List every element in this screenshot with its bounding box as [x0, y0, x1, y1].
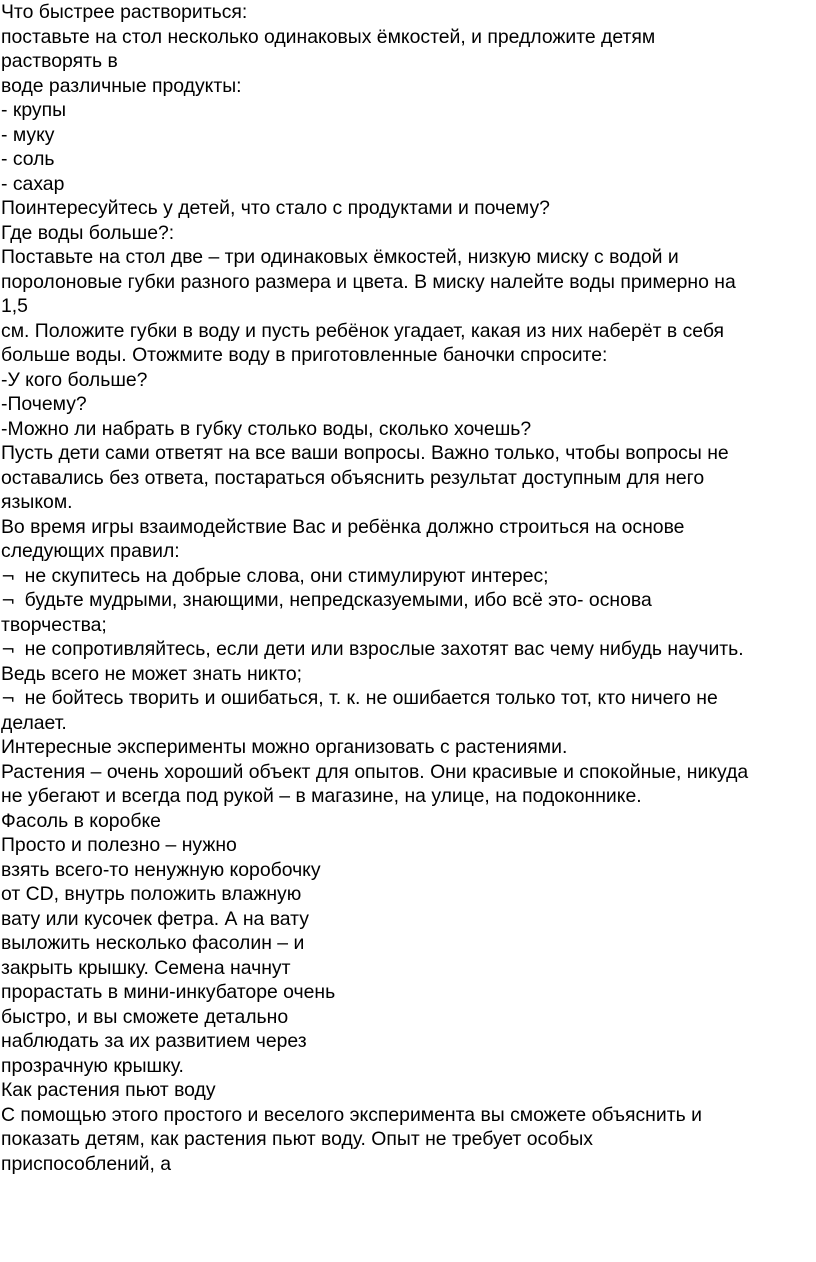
text-line: не убегают и всегда под рукой – в магазине, на улице, на подоконнике.	[1, 785, 642, 807]
text-line: С помощью этого простого и веселого эксперимента вы сможете объяснить и	[1, 1103, 702, 1126]
bullet-text: не сопротивляйтесь, если дети или взрослые захотят вас чему нибудь научить.	[19, 638, 744, 660]
bullet-marker: ¬	[1, 689, 16, 709]
text-line: - сахар	[1, 172, 65, 195]
text-line: Растения – очень хороший объект для опытов. Они красивые и спокойные, никуда	[1, 760, 749, 783]
text-line: Во время игры взаимодействие Вас и ребёнка должно строиться на основе	[1, 515, 685, 538]
bullet-marker: ¬	[1, 640, 16, 660]
text-line: вату или кусочек фетра. А на вату	[1, 907, 309, 930]
bullet-item	[1, 588, 811, 613]
text-line: закрыть крышку. Семена начнут	[1, 956, 291, 979]
text-line: прозрачную крышку.	[1, 1054, 184, 1077]
text-line: наблюдать за их развитием через	[1, 1030, 307, 1052]
text-line: показать детям, как растения пьют воду. Опыт не требует особых	[1, 1128, 593, 1150]
text-line: больше воды. Отожмите воду в приготовленные баночки спросите:	[1, 344, 608, 366]
text-line: Поставьте на стол две – три одинаковых ёмкостей, низкую миску с водой и	[1, 246, 679, 268]
bullet-item	[1, 637, 811, 662]
bullet-text: не скупитесь на добрые слова, они стимулируют интерес;	[19, 564, 549, 587]
text-line: следующих правил:	[1, 540, 180, 562]
text-line: поролоновые губки разного размера и цвета. В миску налейте воды примерно на	[1, 270, 736, 293]
text-line: воде различные продукты:	[1, 74, 242, 97]
bullet-marker: ¬	[1, 566, 16, 587]
text-line: прорастать в мини-инкубаторе очень	[1, 981, 336, 1003]
text-line: языком.	[1, 491, 73, 513]
text-line: выложить несколько фасолин – и	[1, 932, 305, 954]
text-line: оставались без ответа, постараться объяснить результат доступным для него	[1, 466, 705, 489]
text-line: Ведь всего не может знать никто;	[1, 662, 303, 685]
text-line: Что быстрее раствориться:	[1, 1, 248, 23]
bullet-item	[1, 686, 811, 711]
text-line: см. Положите губки в воду и пусть ребёнок угадает, какая из них наберёт в себя	[1, 319, 725, 342]
bullet-text: будьте мудрыми, знающими, непредсказуемыми, ибо всё это- основа	[19, 589, 652, 611]
text-line: - муку	[1, 123, 55, 146]
text-line: творчества;	[1, 613, 107, 636]
text-line: - крупы	[1, 99, 67, 121]
text-line: -Можно ли набрать в губку столько воды, сколько хочешь?	[1, 417, 532, 440]
bullet-marker: ¬	[1, 591, 16, 611]
text-line: делает.	[1, 711, 67, 734]
text-line: Интересные эксперименты можно организовать с растениями.	[1, 736, 568, 758]
text-line: Пусть дети сами ответят на все ваши вопросы. Важно только, чтобы вопросы не	[1, 442, 729, 464]
text-line: приспособлений, а	[1, 1152, 172, 1175]
document-body	[1, 0, 811, 1176]
text-line: растворять в	[1, 50, 118, 72]
text-line: 1,5	[1, 295, 28, 317]
text-line: Поинтересуйтесь у детей, что стало с продуктами и почему?	[1, 197, 550, 219]
bullet-text: не бойтесь творить и ошибаться, т. к. не ошибается только тот, кто ничего не	[19, 687, 718, 709]
text-line: Фасоль в коробке	[1, 809, 161, 832]
text-line: - соль	[1, 148, 55, 170]
bullet-item	[1, 564, 811, 589]
text-line: Где воды больше?:	[1, 221, 175, 244]
text-line: Как растения пьют воду	[1, 1079, 216, 1101]
text-line: от CD, внутрь положить влажную	[1, 883, 302, 905]
text-line: поставьте на стол несколько одинаковых ёмкостей, и предложите детям	[1, 25, 656, 48]
text-line: -У кого больше?	[1, 368, 148, 391]
text-line: взять всего-то ненужную коробочку	[1, 858, 321, 881]
text-line: Просто и полезно – нужно	[1, 834, 237, 856]
text-line: -Почему?	[1, 393, 87, 415]
text-line: быстро, и вы сможете детально	[1, 1005, 289, 1028]
